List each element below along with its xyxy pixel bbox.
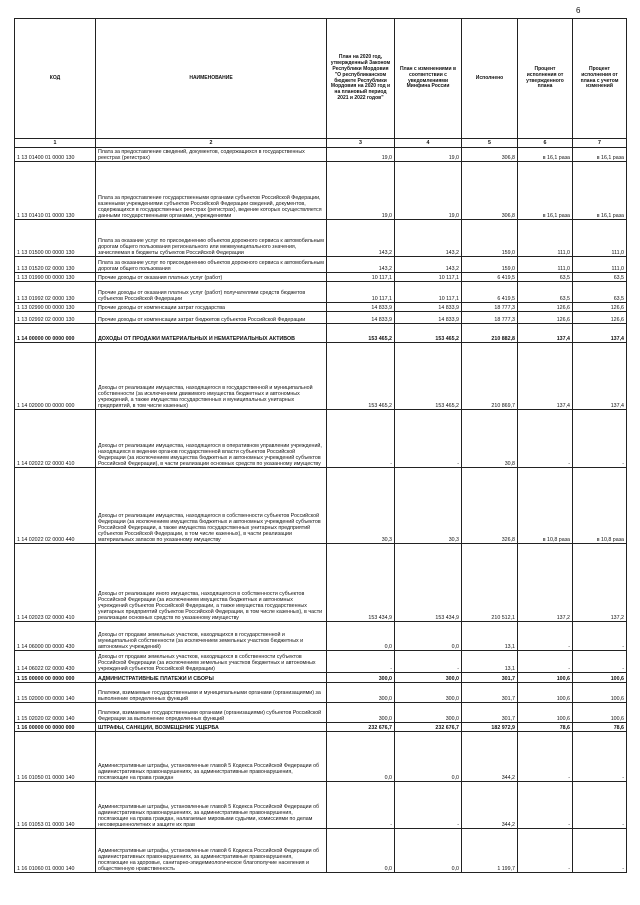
row-plan: 300,0 <box>327 703 395 723</box>
row-pct-plan: - <box>518 782 573 829</box>
row-code: 1 15 00000 00 0000 000 <box>15 673 96 683</box>
row-executed: 159,0 <box>462 257 518 273</box>
row-plan-changed: 300,0 <box>395 673 462 683</box>
table-row <box>15 673 627 683</box>
row-pct-changed: - <box>573 829 627 873</box>
row-pct-changed: в 16,1 раза <box>573 148 627 162</box>
row-executed: 301,7 <box>462 683 518 703</box>
row-executed: 301,7 <box>462 703 518 723</box>
row-name: Доходы от реализации иного имущества, находящегося в собственности субъектов Российской Федерации (за исключением имущества бюджетных и автономных учреждений субъектов Российской Федерации, а также имущества государственных унитарных предприятий субъектов Российской Федерации, в том числе казенных), в части реализации основных средств по указанному имуществу <box>96 544 327 622</box>
column-number: 1 <box>15 139 96 148</box>
row-plan: 232 676,7 <box>327 723 395 732</box>
header-executed: Исполнено <box>462 19 518 139</box>
table-row <box>15 829 627 873</box>
row-executed: 6 419,5 <box>462 273 518 282</box>
row-pct-changed: 126,6 <box>573 303 627 312</box>
row-pct-changed: - <box>573 782 627 829</box>
header-plan: План на 2020 год, утвержденный Законом Республики Мордовия "О республиканском бюджете Республики Мордовия на 2020 год и на плановый период 2021 и 2022 годов" <box>327 19 395 139</box>
row-executed: 306,8 <box>462 148 518 162</box>
table-row <box>15 782 627 829</box>
row-pct-plan: 137,4 <box>518 324 573 343</box>
row-plan: 19,0 <box>327 162 395 220</box>
table-row <box>15 468 627 544</box>
row-code: 1 14 06022 02 0000 430 <box>15 651 96 673</box>
row-name: Плата за оказание услуг по присоединению объектов дорожного сервиса к автомобильным дорогам общего пользования <box>96 257 327 273</box>
row-pct-changed: 100,6 <box>573 683 627 703</box>
row-plan: 143,2 <box>327 220 395 257</box>
row-code: 1 14 02022 02 0000 410 <box>15 410 96 468</box>
row-plan: 10 117,1 <box>327 282 395 303</box>
row-executed: 306,8 <box>462 162 518 220</box>
row-plan: 300,0 <box>327 683 395 703</box>
row-pct-plan: 78,6 <box>518 723 573 732</box>
row-code: 1 14 02023 02 0000 410 <box>15 544 96 622</box>
table-row <box>15 312 627 324</box>
row-code: 1 13 01990 00 0000 130 <box>15 273 96 282</box>
row-pct-changed: - <box>573 622 627 651</box>
table-row <box>15 220 627 257</box>
table-row <box>15 148 627 162</box>
row-pct-plan: 63,5 <box>518 273 573 282</box>
row-pct-plan: 137,2 <box>518 544 573 622</box>
row-name: Административные штрафы, установленные главой 6 Кодекса Российской Федерации об административных правонарушениях, за административные правонарушения, посягающие на здоровье, санитарно-эпидемиологическое благополучие населения и общественную нравственность <box>96 829 327 873</box>
row-executed: 210 512,1 <box>462 544 518 622</box>
row-code: 1 14 02022 02 0000 440 <box>15 468 96 544</box>
header-code: КОД <box>15 19 96 139</box>
row-code: 1 13 01500 00 0000 130 <box>15 220 96 257</box>
row-pct-plan: в 16,1 раза <box>518 148 573 162</box>
row-plan-changed: - <box>395 651 462 673</box>
row-plan-changed: 153 465,2 <box>395 343 462 410</box>
row-name: Прочие доходы от компенсации затрат государства <box>96 303 327 312</box>
row-pct-plan: - <box>518 651 573 673</box>
row-plan-changed: 143,2 <box>395 220 462 257</box>
row-pct-plan: 111,0 <box>518 220 573 257</box>
row-plan-changed: 14 833,9 <box>395 312 462 324</box>
table-row <box>15 683 627 703</box>
row-plan-changed: 153 434,9 <box>395 544 462 622</box>
row-plan: 0,0 <box>327 732 395 782</box>
row-executed: 1 199,7 <box>462 829 518 873</box>
row-name: АДМИНИСТРАТИВНЫЕ ПЛАТЕЖИ И СБОРЫ <box>96 673 327 683</box>
row-pct-plan: 63,5 <box>518 282 573 303</box>
row-code: 1 13 01410 01 0000 130 <box>15 162 96 220</box>
row-plan: 153 465,2 <box>327 343 395 410</box>
row-pct-plan: - <box>518 410 573 468</box>
row-plan-changed: 19,0 <box>395 148 462 162</box>
row-name: Административные штрафы, установленные главой 5 Кодекса Российской Федерации об административных правонарушениях, за административные правонарушения, посягающие на права граждан, налагаемые мировыми судьями, комиссиями по делам несовершеннолетних и защите их прав <box>96 782 327 829</box>
row-pct-changed: 100,6 <box>573 703 627 723</box>
row-name: Прочие доходы от оказания платных услуг (работ) <box>96 273 327 282</box>
row-code: 1 15 02000 00 0000 140 <box>15 683 96 703</box>
header-plan-changed: План с изменениями в соответствии с уведомлениями Минфина России <box>395 19 462 139</box>
row-executed: 18 777,3 <box>462 303 518 312</box>
row-code: 1 16 00000 00 0000 000 <box>15 723 96 732</box>
row-plan-changed: 143,2 <box>395 257 462 273</box>
row-name: Платежи, взимаемые государственными органами (организациями) субъектов Российской Федерации за выполнение определенных функций <box>96 703 327 723</box>
row-name: Административные штрафы, установленные главой 5 Кодекса Российской Федерации об административных правонарушениях, за административные правонарушения, посягающие на права граждан <box>96 732 327 782</box>
table-row <box>15 303 627 312</box>
row-pct-plan: 111,0 <box>518 257 573 273</box>
row-executed: 301,7 <box>462 673 518 683</box>
row-pct-changed: 137,2 <box>573 544 627 622</box>
row-code: 1 15 02020 02 0000 140 <box>15 703 96 723</box>
row-plan-changed: 0,0 <box>395 829 462 873</box>
row-executed: 182 972,9 <box>462 723 518 732</box>
row-executed: 326,8 <box>462 468 518 544</box>
table-row <box>15 732 627 782</box>
row-pct-plan: - <box>518 829 573 873</box>
row-name: Плата за предоставление сведений, документов, содержащихся в государственных реестрах (регистрах) <box>96 148 327 162</box>
table-row <box>15 703 627 723</box>
row-pct-changed: в 10,8 раза <box>573 468 627 544</box>
revenue-execution-table <box>14 18 627 873</box>
row-plan-changed: 153 465,2 <box>395 324 462 343</box>
row-pct-changed: 63,5 <box>573 273 627 282</box>
row-code: 1 13 01520 02 0000 130 <box>15 257 96 273</box>
column-number: 7 <box>573 139 627 148</box>
row-plan-changed: 19,0 <box>395 162 462 220</box>
table-row <box>15 282 627 303</box>
row-pct-plan: 100,6 <box>518 673 573 683</box>
row-executed: 210 882,8 <box>462 324 518 343</box>
row-executed: 344,2 <box>462 732 518 782</box>
row-plan-changed: 232 676,7 <box>395 723 462 732</box>
row-plan: - <box>327 651 395 673</box>
row-plan-changed: 300,0 <box>395 683 462 703</box>
row-plan-changed: 0,0 <box>395 732 462 782</box>
row-plan: 30,3 <box>327 468 395 544</box>
row-plan: 19,0 <box>327 148 395 162</box>
page-number: 6 <box>576 6 581 15</box>
column-number: 2 <box>96 139 327 148</box>
row-code: 1 13 01400 01 0000 130 <box>15 148 96 162</box>
table-row <box>15 273 627 282</box>
row-executed: 13,1 <box>462 651 518 673</box>
row-pct-changed: 137,4 <box>573 343 627 410</box>
row-name: ДОХОДЫ ОТ ПРОДАЖИ МАТЕРИАЛЬНЫХ И НЕМАТЕРИАЛЬНЫХ АКТИВОВ <box>96 324 327 343</box>
row-code: 1 14 02000 00 0000 000 <box>15 343 96 410</box>
row-pct-plan: в 10,8 раза <box>518 468 573 544</box>
row-executed: 159,0 <box>462 220 518 257</box>
table-row <box>15 162 627 220</box>
row-name: Доходы от продажи земельных участков, находящихся в государственной и муниципальной собственности (за исключением земельных участков бюджетных и автономных учреждений) <box>96 622 327 651</box>
row-pct-plan: 100,6 <box>518 703 573 723</box>
row-name: Плата за оказание услуг по присоединению объектов дорожного сервиса к автомобильным дорогам общего пользования регионального или межмуниципального значения, зачисляемая в бюджеты субъектов Российской Федерации <box>96 220 327 257</box>
row-code: 1 13 02990 00 0000 130 <box>15 303 96 312</box>
row-pct-changed: 63,5 <box>573 282 627 303</box>
row-pct-changed: 111,0 <box>573 257 627 273</box>
row-pct-plan: в 16,1 раза <box>518 162 573 220</box>
row-executed: 30,8 <box>462 410 518 468</box>
row-pct-changed: в 16,1 раза <box>573 162 627 220</box>
row-code: 1 16 01050 01 0000 140 <box>15 732 96 782</box>
row-pct-changed: 137,4 <box>573 324 627 343</box>
row-name: Доходы от реализации имущества, находящегося в государственной и муниципальной собственности (за исключением движимого имущества бюджетных и автономных учреждений, а также имущества государственных и муниципальных унитарных предприятий, в том числе казенных) <box>96 343 327 410</box>
row-pct-plan: 137,4 <box>518 343 573 410</box>
row-code: 1 14 06000 00 0000 430 <box>15 622 96 651</box>
row-plan-changed: - <box>395 410 462 468</box>
row-pct-plan: 126,6 <box>518 303 573 312</box>
row-plan-changed: 14 833,9 <box>395 303 462 312</box>
row-plan: 14 833,9 <box>327 303 395 312</box>
row-plan: 0,0 <box>327 622 395 651</box>
row-code: 1 14 00000 00 0000 000 <box>15 324 96 343</box>
row-pct-plan: - <box>518 732 573 782</box>
row-plan-changed: 10 117,1 <box>395 282 462 303</box>
column-number: 4 <box>395 139 462 148</box>
header-pct-plan: Процент исполнения от утвержденного плана <box>518 19 573 139</box>
row-plan-changed: 300,0 <box>395 703 462 723</box>
row-pct-plan: 126,6 <box>518 312 573 324</box>
header-name: НАИМЕНОВАНИЕ <box>96 19 327 139</box>
table-row <box>15 622 627 651</box>
row-pct-changed: - <box>573 651 627 673</box>
row-name: Прочие доходы от компенсации затрат бюджетов субъектов Российской Федерации <box>96 312 327 324</box>
column-number: 5 <box>462 139 518 148</box>
table-row <box>15 651 627 673</box>
table-row <box>15 343 627 410</box>
column-number: 3 <box>327 139 395 148</box>
row-name: Платежи, взимаемые государственными и муниципальными органами (организациями) за выполнение определенных функций <box>96 683 327 703</box>
table-row <box>15 723 627 732</box>
row-plan: - <box>327 410 395 468</box>
row-name: Плата за предоставление государственными органами субъектов Российской Федерации, казенными учреждениями субъектов Российской Федерации сведений, документов, содержащихся в государственных реестрах (регистрах), ведение которых осуществляется данными государственными органами, учреждениями <box>96 162 327 220</box>
row-name: Доходы от реализации имущества, находящегося в оперативном управлении учреждений, находящихся в ведении органов государственной власти субъектов Российской Федерации (за исключением имущества бюджетных и автономных учреждений субъектов Российской Федерации), в части реализации основных средств по указанному имуществу <box>96 410 327 468</box>
row-plan: 14 833,9 <box>327 312 395 324</box>
row-plan: 10 117,1 <box>327 273 395 282</box>
row-executed: 210 869,7 <box>462 343 518 410</box>
row-code: 1 13 02992 02 0000 130 <box>15 312 96 324</box>
row-plan-changed: - <box>395 782 462 829</box>
row-pct-changed: 100,6 <box>573 673 627 683</box>
row-code: 1 16 01060 01 0000 140 <box>15 829 96 873</box>
row-name: Прочие доходы от оказания платных услуг (работ) получателями средств бюджетов субъектов Российской Федерации <box>96 282 327 303</box>
header-pct-changed: Процент исполнения от плана с учетом изменений <box>573 19 627 139</box>
row-executed: 13,1 <box>462 622 518 651</box>
table-row <box>15 257 627 273</box>
row-plan: 153 434,9 <box>327 544 395 622</box>
row-plan: 0,0 <box>327 829 395 873</box>
row-pct-changed: - <box>573 410 627 468</box>
column-numbers-row <box>15 139 627 148</box>
row-name: ШТРАФЫ, САНКЦИИ, ВОЗМЕЩЕНИЕ УЩЕРБА <box>96 723 327 732</box>
row-pct-changed: 78,6 <box>573 723 627 732</box>
row-plan-changed: 10 117,1 <box>395 273 462 282</box>
row-plan: 153 465,2 <box>327 324 395 343</box>
column-number: 6 <box>518 139 573 148</box>
row-pct-changed: 126,6 <box>573 312 627 324</box>
table-row <box>15 324 627 343</box>
row-pct-changed: - <box>573 732 627 782</box>
row-plan: 300,0 <box>327 673 395 683</box>
row-executed: 18 777,3 <box>462 312 518 324</box>
row-pct-plan: - <box>518 622 573 651</box>
table-body <box>15 148 627 873</box>
table-row <box>15 410 627 468</box>
table-row <box>15 544 627 622</box>
row-executed: 6 419,5 <box>462 282 518 303</box>
row-name: Доходы от реализации имущества, находящегося в собственности субъектов Российской Федерации (за исключением имущества бюджетных и автономных учреждений субъектов Российской Федерации, а также имущества государственных унитарных предприятий субъектов Российской Федерации, в том числе казенных), в части реализации материальных запасов по указанному имуществу <box>96 468 327 544</box>
row-plan: - <box>327 782 395 829</box>
row-pct-plan: 100,6 <box>518 683 573 703</box>
row-name: Доходы от продажи земельных участков, находящихся в собственности субъектов Российской Федерации (за исключением земельных участков бюджетных и автономных учреждений субъектов Российской Федерации) <box>96 651 327 673</box>
row-pct-changed: 111,0 <box>573 220 627 257</box>
row-plan-changed: 30,3 <box>395 468 462 544</box>
header-row <box>15 19 627 139</box>
row-plan: 143,2 <box>327 257 395 273</box>
row-code: 1 13 01992 02 0000 130 <box>15 282 96 303</box>
row-code: 1 16 01053 01 0000 140 <box>15 782 96 829</box>
row-plan-changed: 0,0 <box>395 622 462 651</box>
row-executed: 344,2 <box>462 782 518 829</box>
